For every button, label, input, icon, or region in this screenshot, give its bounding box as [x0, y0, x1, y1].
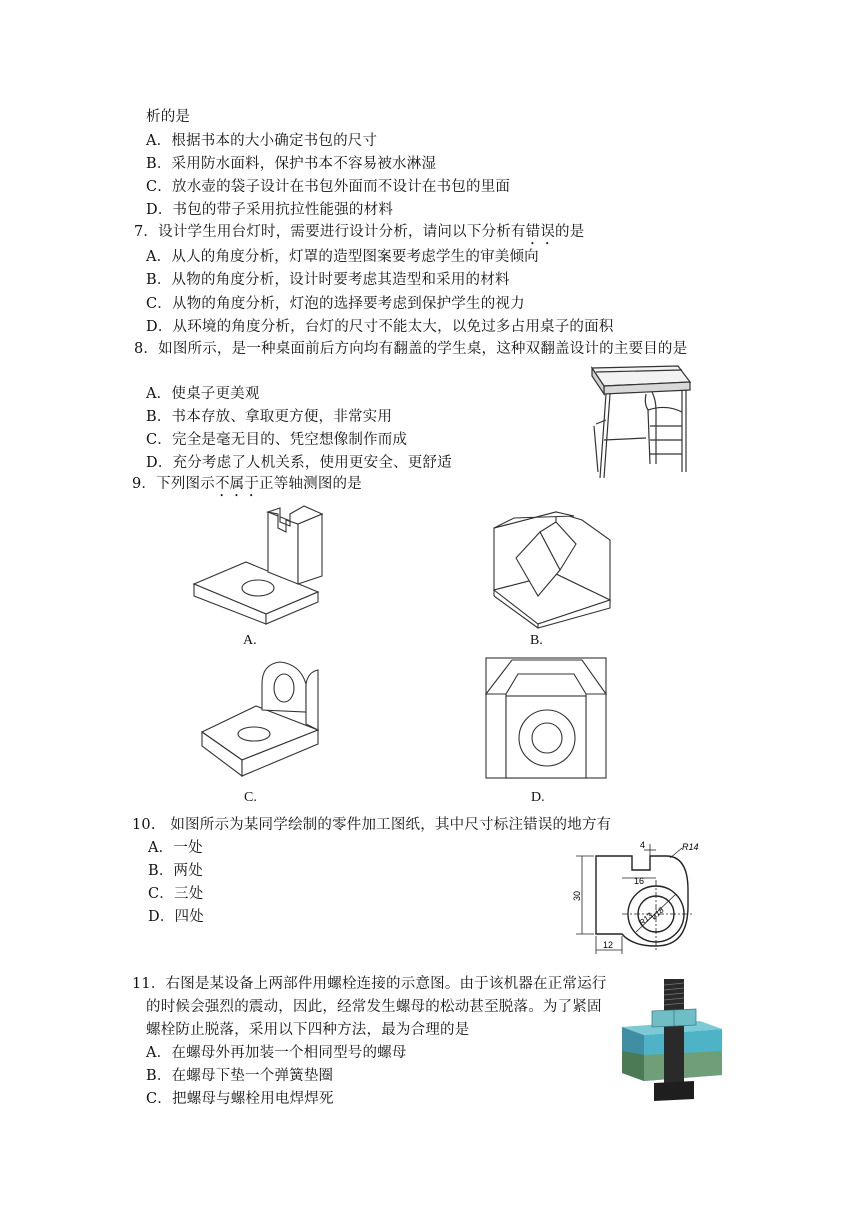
q7-option-b[interactable]: B．从物的角度分析，设计时要考虑其造型和采用的材料 — [146, 272, 510, 288]
q6-option-a[interactable]: A．根据书本的大小确定书包的尺寸 — [146, 133, 378, 149]
q9-figure-b[interactable] — [476, 500, 616, 630]
student-desk-figure — [586, 360, 696, 488]
q11-stem-line2: 的时候会强烈的震动，因此，经常发生螺母的松动甚至脱落。为了紧固 — [146, 999, 602, 1015]
dim-phi: R13 — [637, 910, 655, 928]
dim-4: 4 — [640, 840, 646, 850]
q8-option-a[interactable]: A．使桌子更美观 — [146, 386, 260, 402]
dim-30: 30 — [572, 890, 582, 902]
bolt-connection-figure — [620, 975, 728, 1101]
q6-option-c[interactable]: C．放水壶的袋子设计在书包外面而不设计在书包的里面 — [146, 179, 511, 195]
q10-part-drawing — [570, 838, 718, 958]
q9-caption-d: D. — [531, 790, 545, 805]
q10-option-d[interactable]: D．四处 — [148, 909, 204, 925]
q8-option-b[interactable]: B．书本存放、拿取更方便，非常实用 — [146, 409, 393, 425]
q9-figure-a[interactable] — [186, 500, 336, 630]
q9-figure-c[interactable] — [196, 654, 336, 782]
q7-option-d[interactable]: D．从环境的角度分析，台灯的尺寸不能太大，以免过多占用桌子的面积 — [146, 319, 614, 335]
dim-r14: R14 — [682, 842, 699, 852]
q9-stem — [132, 474, 362, 500]
q9-stem-emphasis: 不属于 — [214, 476, 260, 492]
q11-option-c[interactable]: C．把螺母与螺栓用电焊焊死 — [146, 1091, 334, 1107]
q9-caption-c: C. — [244, 790, 257, 805]
q10-stem: 10. 如图所示为某同学绘制的零件加工图纸，其中尺寸标注错误的地方有 — [132, 817, 612, 833]
q7-stem-part2: 的是 — [555, 224, 585, 240]
q10-option-c[interactable]: C．三处 — [148, 886, 204, 902]
q7-stem-part1: 7．设计学生用台灯时，需要进行设计分析，请问以下分析有 — [134, 224, 526, 240]
q6-option-b[interactable]: B．采用防水面料，保护书本不容易被水淋湿 — [146, 156, 437, 172]
q9-caption-b: B. — [530, 633, 543, 648]
q11-option-b[interactable]: B．在螺母下垫一个弹簧垫圈 — [146, 1068, 334, 1084]
q9-stem-part1: 9．下列图示 — [132, 476, 215, 492]
q7-stem-emphasis: 错误 — [525, 224, 556, 240]
dim-phi2: ø18 — [649, 905, 666, 922]
q9-caption-a: A. — [243, 633, 257, 648]
q7-option-a[interactable]: A．从人的角度分析，灯罩的造型图案要考虑学生的审美倾向 — [146, 249, 539, 265]
q11-option-a[interactable]: A．在螺母外再加装一个相同型号的螺母 — [146, 1045, 407, 1061]
q8-option-d[interactable]: D．充分考虑了人机关系，使用更安全、更舒适 — [146, 455, 452, 471]
q6-stem-continuation: 析的是 — [146, 109, 191, 125]
dim-16: 16 — [634, 876, 645, 886]
q8-stem: 8．如图所示，是一种桌面前后方向均有翻盖的学生桌，这种双翻盖设计的主要目的是 — [134, 341, 688, 357]
q9-stem-part2: 正等轴测图的是 — [259, 476, 362, 492]
q11-stem-line3: 螺栓防止脱落，采用以下四种方法，最为合理的是 — [146, 1022, 470, 1038]
q6-option-d[interactable]: D．书包的带子采用抗拉性能强的材料 — [146, 202, 394, 218]
q7-option-c[interactable]: C．从物的角度分析，灯泡的选择要考虑到保护学生的视力 — [146, 296, 525, 312]
q11-stem-line1: 11．右图是某设备上两部件用螺栓连接的示意图。由于该机器在正常运行 — [132, 976, 607, 992]
q8-option-c[interactable]: C．完全是毫无目的、凭空想像制作而成 — [146, 432, 408, 448]
dim-12: 12 — [603, 940, 614, 950]
q9-figure-d[interactable] — [484, 654, 610, 782]
q10-option-a[interactable]: A．一处 — [148, 840, 203, 856]
q7-stem — [134, 222, 584, 248]
q10-option-b[interactable]: B．两处 — [148, 863, 203, 879]
